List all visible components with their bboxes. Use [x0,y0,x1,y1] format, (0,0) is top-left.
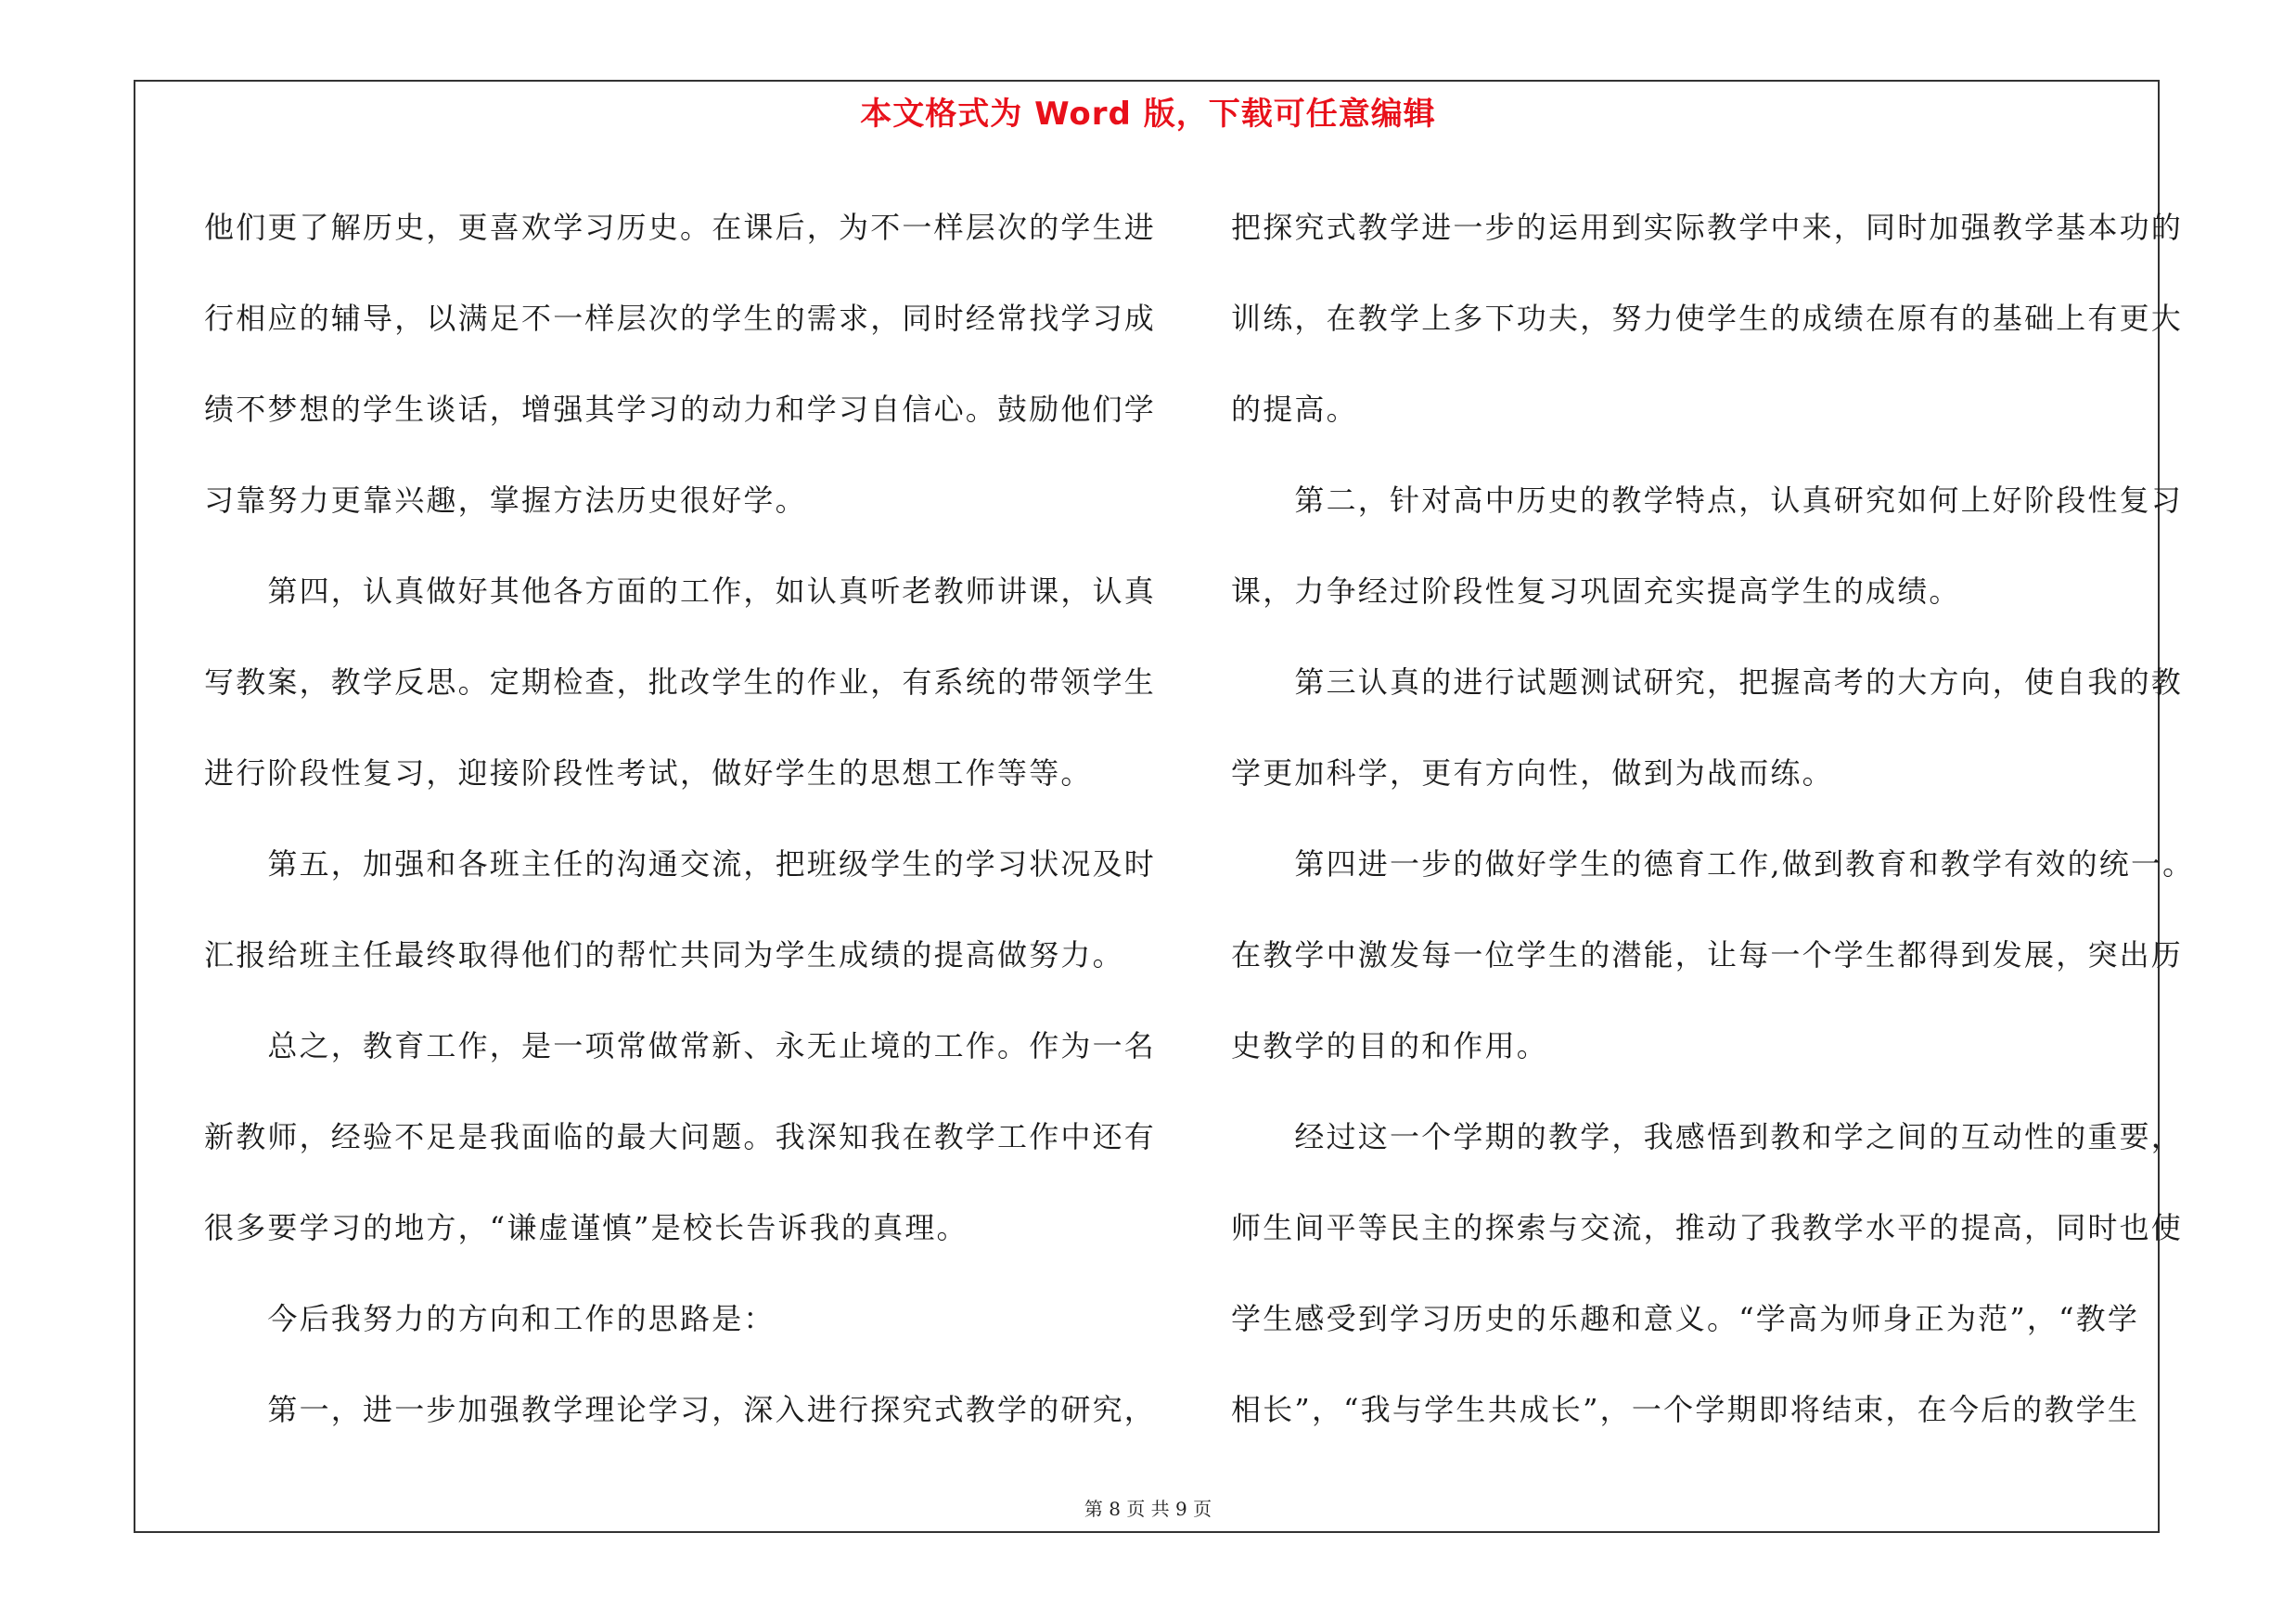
text-line: 他们更了解历史，更喜欢学习历史。在课后，为不一样层次的学生进 [204,210,1157,245]
text-line: 史教学的目的和作用。 [1231,1028,1549,1063]
text-line: 进行阶段性复习，迎接阶段性考试，做好学生的思想工作等等。 [204,755,1093,791]
text-line: 绩不梦想的学生谈话，增强其学习的动力和学习自信心。鼓励他们学 [204,392,1157,427]
text-line: 的提高。 [1231,392,1358,427]
text-line: 第五，加强和各班主任的沟通交流，把班级学生的学习状况及时 [204,846,1157,882]
right-text-column [1231,182,2195,1455]
text-line: 第四进一步的做好学生的德育工作,做到教育和教学有效的统一。 [1231,846,2195,882]
left-text-column [204,182,1157,1455]
text-line: 课，力争经过阶段性复习巩固充实提高学生的成绩。 [1231,573,1961,609]
format-banner: 本文格式为 Word 版，下载可任意编辑 [860,96,1436,133]
text-line: 师生间平等民主的探索与交流，推动了我教学水平的提高，同时也使 [1231,1210,2184,1245]
text-line: 第二，针对高中历史的教学特点，认真研究如何上好阶段性复习 [1231,483,2184,518]
text-line: 新教师，经验不足是我面临的最大问题。我深知我在教学工作中还有 [204,1119,1157,1154]
text-line: 写教案，教学反思。定期检查，批改学生的作业，有系统的带领学生 [204,664,1157,700]
text-line: 很多要学习的地方，“谦虚谨慎”是校长告诉我的真理。 [204,1210,968,1245]
text-line: 相长”，“我与学生共成长”，一个学期即将结束，在今后的教学生 [1231,1392,2140,1427]
text-line: 学更加科学，更有方向性，做到为战而练。 [1231,755,1834,791]
text-line: 经过这一个学期的教学，我感悟到教和学之间的互动性的重要， [1231,1119,2184,1154]
text-line: 第四，认真做好其他各方面的工作，如认真听老教师讲课，认真 [204,573,1157,609]
text-line: 把探究式教学进一步的运用到实际教学中来，同时加强教学基本功的 [1231,210,2184,245]
page-number-footer: 第 8 页 共 9 页 [1084,1498,1212,1520]
text-line: 习靠努力更靠兴趣，掌握方法历史很好学。 [204,483,807,518]
text-line: 学生感受到学习历史的乐趣和意义。“学高为师身正为范”，“教学 [1231,1301,2140,1336]
text-line: 汇报给班主任最终取得他们的帮忙共同为学生成绩的提高做努力。 [204,937,1124,973]
text-line: 在教学中激发每一位学生的潜能，让每一个学生都得到发展，突出历 [1231,937,2184,973]
text-line: 第三认真的进行试题测试研究，把握高考的大方向，使自我的教 [1231,664,2184,700]
text-line: 训练，在教学上多下功夫，努力使学生的成绩在原有的基础上有更大 [1231,301,2184,336]
text-line: 总之，教育工作，是一项常做常新、永无止境的工作。作为一名 [204,1028,1157,1063]
text-line: 今后我努力的方向和工作的思路是： [204,1301,776,1336]
text-line: 行相应的辅导，以满足不一样层次的学生的需求，同时经常找学习成 [204,301,1157,336]
text-line: 第一，进一步加强教学理论学习，深入进行探究式教学的研究， [204,1392,1157,1427]
